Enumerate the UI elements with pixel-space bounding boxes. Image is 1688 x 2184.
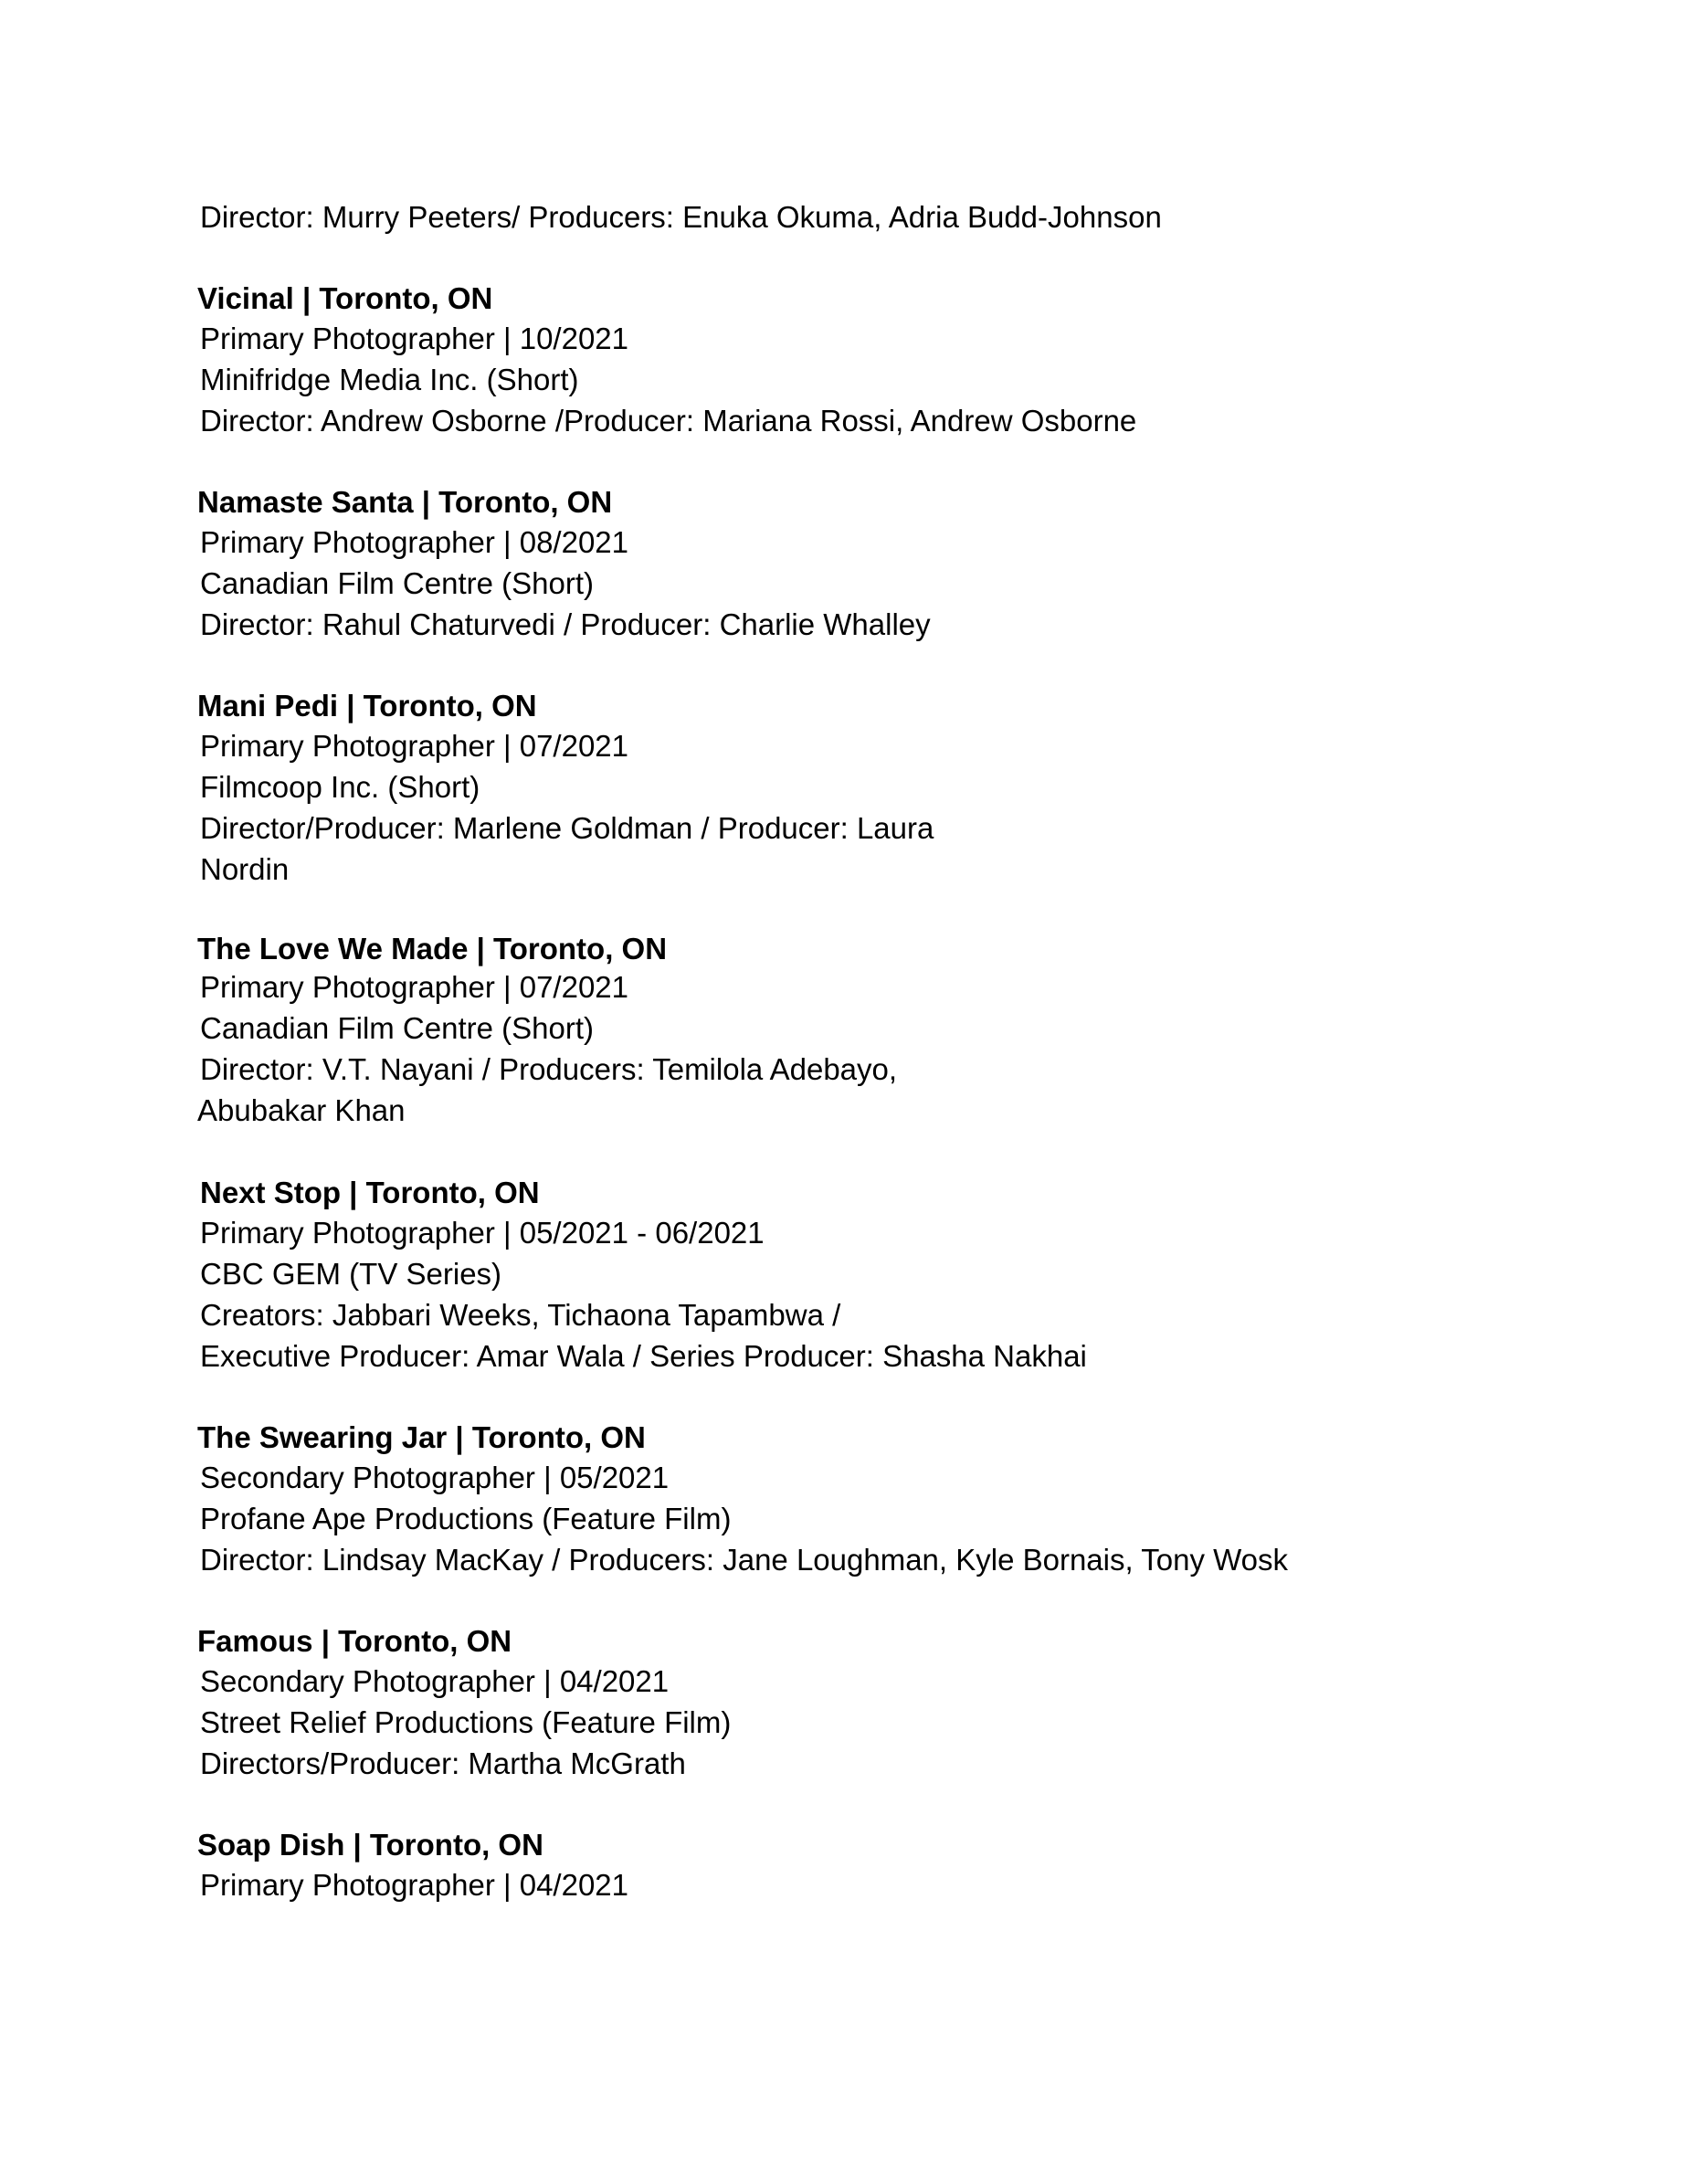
entry-heading: Famous | Toronto, ON: [197, 1624, 512, 1658]
entry-line: Primary Photographer | 07/2021: [200, 970, 629, 1004]
entry-line: Executive Producer: Amar Wala / Series Producer: Shasha Nakhai: [200, 1339, 1087, 1373]
entry-line: Nordin: [200, 852, 290, 886]
entry-line: Profane Ape Productions (Feature Film): [200, 1502, 732, 1535]
entry-line: Canadian Film Centre (Short): [200, 566, 594, 600]
entry-line: Street Relief Productions (Feature Film): [200, 1705, 732, 1739]
entry-heading: The Love We Made | Toronto, ON: [197, 932, 668, 965]
entry-line: Canadian Film Centre (Short): [200, 1011, 594, 1045]
entry-line: Creators: Jabbari Weeks, Tichaona Tapambwa /: [200, 1298, 841, 1332]
entry-line: Primary Photographer | 08/2021: [200, 525, 629, 559]
entry-line: Primary Photographer | 04/2021: [200, 1868, 629, 1902]
entry-line: Minifridge Media Inc. (Short): [200, 363, 579, 396]
entry-heading: Namaste Santa | Toronto, ON: [197, 485, 613, 519]
entry-line: Directors/Producer: Martha McGrath: [200, 1746, 686, 1780]
entry-line: Director: Lindsay MacKay / Producers: Jane Loughman, Kyle Bornais, Tony Wosk: [200, 1543, 1289, 1577]
entry-line: Secondary Photographer | 04/2021: [200, 1664, 670, 1698]
entry-heading: Soap Dish | Toronto, ON: [197, 1828, 543, 1862]
intro-line: Director: Murry Peeters/ Producers: Enuka Okuma, Adria Budd-Johnson: [200, 200, 1162, 234]
entry-line: Director/Producer: Marlene Goldman / Producer: Laura: [200, 811, 934, 845]
entry-heading: Next Stop | Toronto, ON: [200, 1176, 540, 1209]
entry-heading: Mani Pedi | Toronto, ON: [197, 689, 537, 723]
entry-line: Filmcoop Inc. (Short): [200, 770, 480, 804]
entry-line: Primary Photographer | 05/2021 - 06/2021: [200, 1216, 765, 1250]
entry-line: Director: Andrew Osborne /Producer: Mariana Rossi, Andrew Osborne: [200, 404, 1137, 438]
entry-line: CBC GEM (TV Series): [200, 1257, 502, 1291]
entry-line: Primary Photographer | 07/2021: [200, 729, 629, 763]
entry-line: Secondary Photographer | 05/2021: [200, 1461, 670, 1494]
entry-line: Abubakar Khan: [197, 1093, 406, 1127]
entry-heading: The Swearing Jar | Toronto, ON: [197, 1420, 646, 1454]
entry-line: Primary Photographer | 10/2021: [200, 322, 629, 355]
entry-heading: Vicinal | Toronto, ON: [197, 281, 493, 315]
entry-line: Director: Rahul Chaturvedi / Producer: Charlie Whalley: [200, 607, 931, 641]
entry-line: Director: V.T. Nayani / Producers: Temilola Adebayo,: [200, 1052, 898, 1086]
